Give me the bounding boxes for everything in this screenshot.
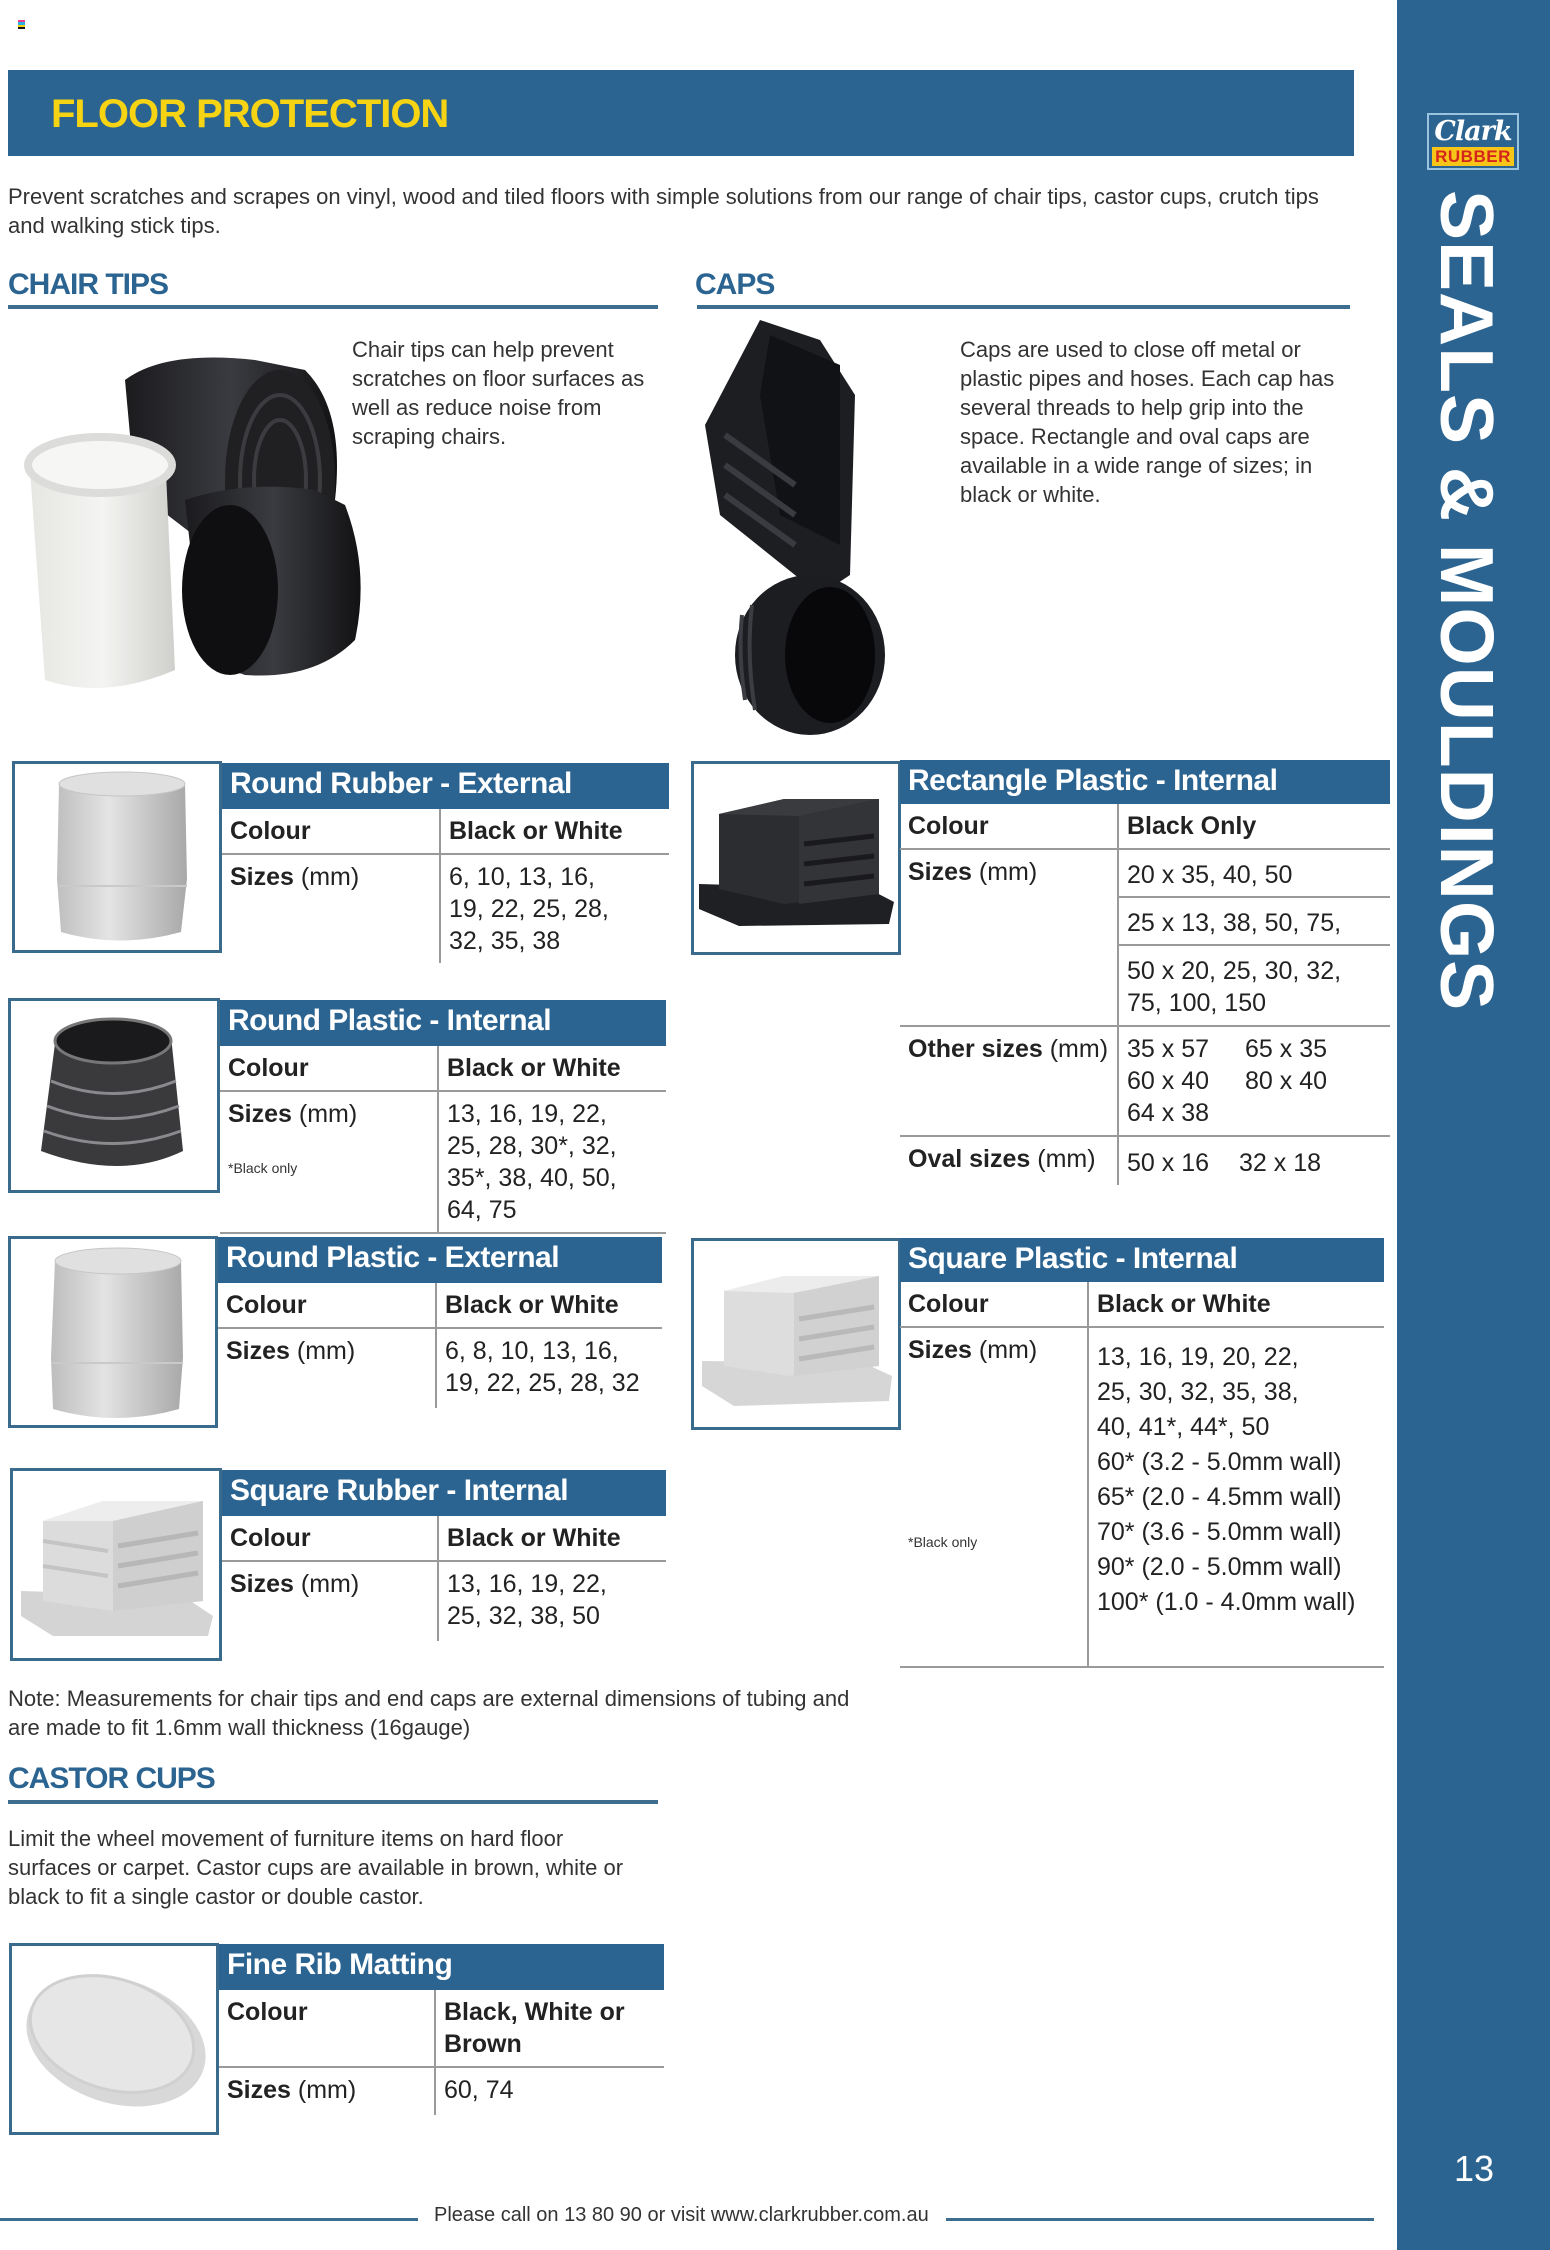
unit-label: (mm) [296, 1337, 356, 1365]
sidebar-section-title: SEALS & MOULDINGS [1425, 190, 1509, 1012]
logo-text-clark: Clark [1434, 116, 1512, 147]
square-rubber-insert-image [13, 1471, 219, 1658]
colour-label: Colour [226, 1291, 307, 1319]
unit-label: (mm) [978, 858, 1038, 886]
round-rubber-external-thumbnail [12, 761, 222, 953]
page-number: 13 [1453, 2148, 1495, 2189]
unit-label: (mm) [297, 2076, 357, 2104]
colour-value: Black, White or Brown [444, 1998, 625, 2058]
spec-title: Rectangle Plastic - Internal [900, 760, 1390, 804]
sizes-value: 6, 10, 13, 16, 19, 22, 25, 28, 32, 35, 38 [449, 863, 609, 955]
caps-description: Caps are used to close off metal or plastic pipes and hoses. Each cap has several threads to help grip into the space. Rectangle and oval caps are available in a wide range of sizes; in black or white. [960, 337, 1335, 507]
print-registration-mark [18, 20, 25, 29]
black-only-note: *Black only [908, 1534, 978, 1550]
square-plastic-insert-image [694, 1241, 898, 1427]
castor-cups-description: Limit the wheel movement of furniture items on hard floor surfaces or carpet. Castor cups are available in brown, white or black to fit a single castor or double castor. [8, 1826, 624, 1909]
square-rubber-internal-thumbnail [10, 1468, 222, 1661]
colour-value: Black or White [447, 1524, 621, 1552]
colour-label: Colour [230, 817, 311, 845]
sizes-value: 6, 8, 10, 13, 16, 19, 22, 25, 28, 32 [445, 1337, 640, 1397]
spec-title: Square Rubber - Internal [222, 1470, 666, 1516]
round-plastic-external-thumbnail [8, 1236, 218, 1428]
rectangle-plastic-internal-thumbnail [691, 761, 901, 955]
castor-cup-image [12, 1946, 216, 2132]
spec-title: Round Plastic - External [218, 1237, 662, 1283]
castor-cups-heading: CASTOR CUPS [8, 1762, 215, 1795]
sizes-row: 20 x 35, 40, 50 [1127, 861, 1293, 889]
square-plastic-internal-spec-table [900, 1238, 1384, 1668]
round-plastic-tip-image [11, 1239, 215, 1425]
round-rubber-external-spec-table [222, 763, 669, 963]
black-only-note: *Black only [228, 1160, 298, 1176]
spec-title: Square Plastic - Internal [900, 1238, 1384, 1282]
sizes-label: Sizes [230, 1570, 294, 1598]
unit-label: (mm) [1049, 1035, 1109, 1063]
rectangle-plastic-insert-image [694, 764, 898, 952]
spec-title: Round Plastic - Internal [220, 1000, 666, 1046]
sizes-row: 60* (3.2 - 5.0mm wall) [1097, 1448, 1342, 1476]
unit-label: (mm) [1037, 1145, 1096, 1173]
sizes-label: Sizes [908, 858, 972, 886]
rectangle-plastic-internal-spec-table [900, 760, 1390, 1185]
round-plastic-external-spec-table [218, 1237, 662, 1408]
sizes-label: Sizes [908, 1336, 972, 1364]
other-size: 60 x 40 [1127, 1067, 1210, 1095]
colour-label: Colour [228, 1054, 309, 1082]
unit-label: (mm) [300, 863, 360, 891]
other-sizes-label: Other sizes [908, 1035, 1043, 1063]
footer-contact-text: Please call on 13 80 90 or visit www.clarkrubber.com.au [434, 2204, 929, 2226]
sizes-row: 65* (2.0 - 4.5mm wall) [1097, 1483, 1342, 1511]
fine-rib-matting-thumbnail [9, 1943, 219, 2135]
unit-label: (mm) [978, 1336, 1038, 1364]
intro-text: Prevent scratches and scrapes on vinyl, wood and tiled floors with simple solutions from our range of chair tips, castor cups, crutch tips and walking stick tips. [8, 184, 1319, 238]
colour-value: Black or White [449, 817, 623, 845]
sizes-row: 90* (2.0 - 5.0mm wall) [1097, 1553, 1342, 1581]
section-divider [8, 305, 658, 309]
colour-value: Black or White [447, 1054, 621, 1082]
footer-rule-left [0, 2218, 418, 2221]
sizes-label: Sizes [228, 1100, 292, 1128]
colour-value: Black or White [1097, 1290, 1271, 1318]
colour-label: Colour [230, 1524, 311, 1552]
spec-title: Round Rubber - External [222, 763, 669, 809]
fine-rib-matting-spec-table [219, 1944, 664, 2115]
round-plastic-internal-thumbnail [8, 998, 220, 1193]
section-divider [697, 305, 1350, 309]
logo-text-rubber: RUBBER [1432, 147, 1514, 166]
sizes-label: Sizes [230, 863, 294, 891]
colour-value: Black or White [445, 1291, 619, 1319]
sizes-label: Sizes [226, 1337, 290, 1365]
footer-rule-right [946, 2218, 1374, 2221]
unit-label: (mm) [298, 1100, 358, 1128]
sizes-value: 13, 16, 19, 22, 25, 28, 30*, 32, 35*, 38, 40, 50, 64, 75 [447, 1100, 617, 1224]
chair-tips-photo [15, 340, 515, 700]
page-header-banner [8, 70, 1354, 156]
caps-photo [700, 315, 960, 745]
oval-sizes-label: Oval sizes [908, 1145, 1031, 1173]
square-plastic-internal-thumbnail [691, 1238, 901, 1430]
spec-title: Fine Rib Matting [219, 1944, 664, 1990]
oval-size: 32 x 18 [1239, 1149, 1322, 1177]
sizes-row: 25 x 13, 38, 50, 75, [1127, 909, 1342, 937]
sizes-row: 50 x 20, 25, 30, 32, 75, 100, 150 [1127, 957, 1342, 1017]
unit-label: (mm) [300, 1570, 360, 1598]
other-size: 65 x 35 [1245, 1035, 1328, 1063]
colour-label: Colour [908, 1290, 989, 1318]
measurement-note: Note: Measurements for chair tips and end caps are external dimensions of tubing and are made to fit 1.6mm wall thickness (16gauge) [8, 1686, 850, 1740]
other-size: 80 x 40 [1245, 1067, 1328, 1095]
sizes-row: 40, 41*, 44*, 50 [1097, 1413, 1270, 1441]
round-rubber-tip-image [15, 764, 219, 950]
sizes-value: 13, 16, 19, 22, 25, 32, 38, 50 [447, 1570, 607, 1630]
sizes-row: 70* (3.6 - 5.0mm wall) [1097, 1518, 1342, 1546]
page-title: FLOOR PROTECTION [51, 92, 449, 136]
clark-rubber-logo [1427, 113, 1519, 170]
round-plastic-internal-image [11, 1001, 217, 1190]
sizes-row: 100* (1.0 - 4.0mm wall) [1097, 1588, 1356, 1616]
other-size: 35 x 57 [1127, 1035, 1210, 1063]
chair-tips-heading: CHAIR TIPS [8, 268, 169, 301]
round-plastic-internal-spec-table [220, 1000, 666, 1234]
square-rubber-internal-spec-table [222, 1470, 666, 1641]
sizes-label: Sizes [227, 2076, 291, 2104]
colour-value: Black Only [1127, 812, 1257, 840]
colour-label: Colour [227, 1998, 308, 2026]
oval-size: 50 x 16 [1127, 1149, 1210, 1177]
caps-heading: CAPS [695, 268, 775, 301]
chair-tips-description: Chair tips can help prevent scratches on floor surfaces as well as reduce noise from scraping chairs. [352, 337, 645, 449]
sizes-value: 60, 74 [444, 2076, 514, 2104]
other-size: 64 x 38 [1127, 1099, 1210, 1127]
colour-label: Colour [908, 812, 989, 840]
sizes-row: 25, 30, 32, 35, 38, [1097, 1378, 1299, 1406]
section-divider [8, 1800, 658, 1804]
sizes-row: 13, 16, 19, 20, 22, [1097, 1343, 1299, 1371]
